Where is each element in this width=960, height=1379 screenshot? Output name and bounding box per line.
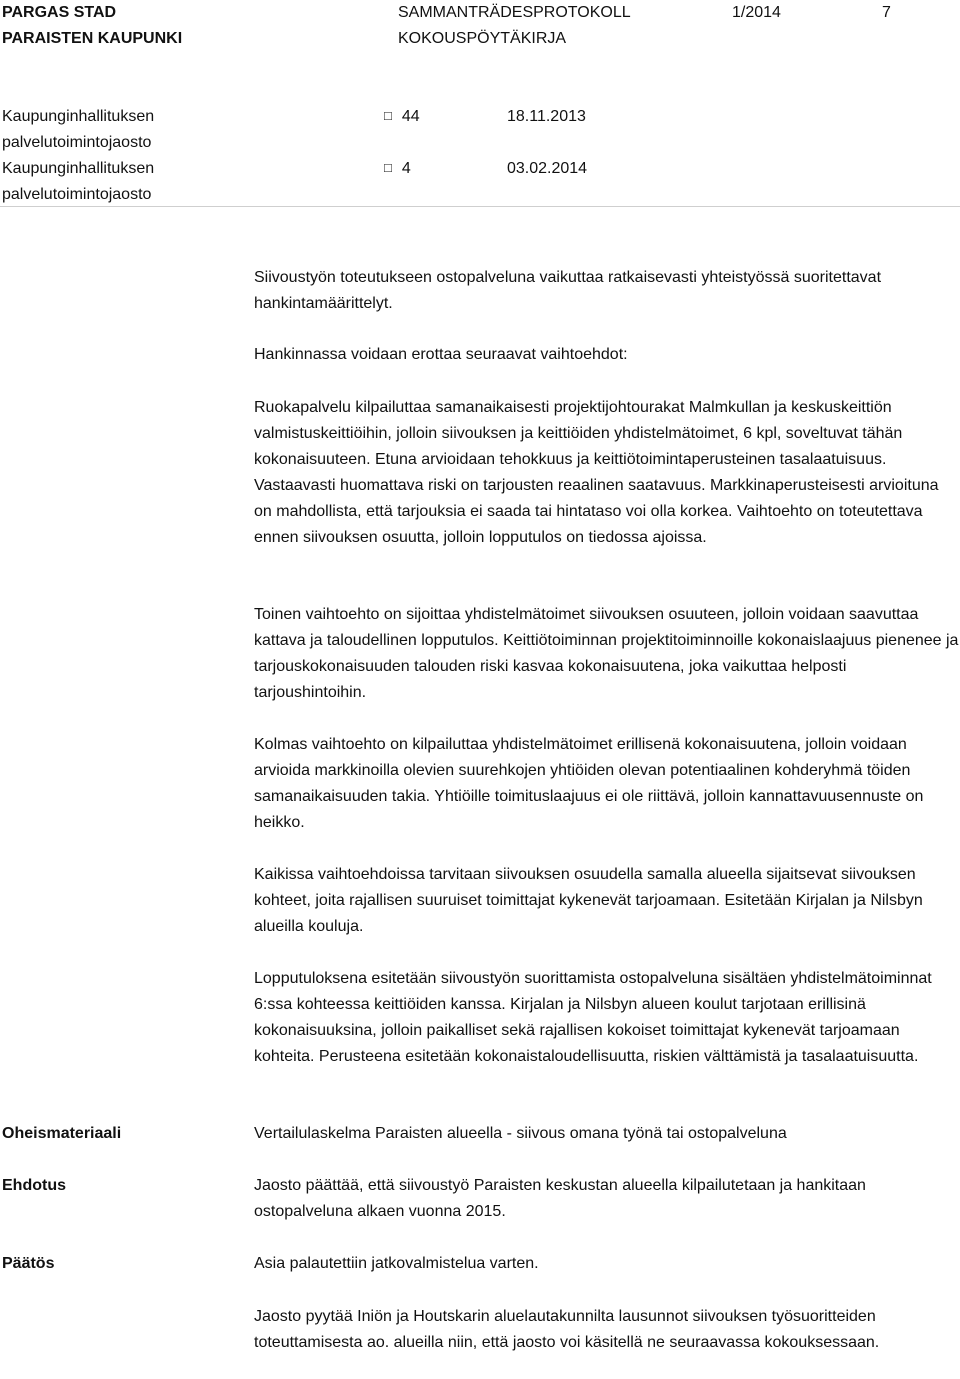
decision-label: Päätös <box>2 1255 55 1272</box>
decision-text-1: Asia palautettiin jatkovalmistelua varten. <box>254 1255 539 1272</box>
doc-type-sv: SAMMANTRÄDESPROTOKOLL <box>398 4 631 21</box>
paragraph-6: Kaikissa vaihtoehdoissa tarvitaan siivouksen osuudella samalla alueella sijaitsevat siivouksen kohteet, joita rajallisen suuruiset toimittajat kykenevät tarjoamaan. Esitetään Kirjalan ja Nilsbyn alueilla kouluja. <box>254 866 923 935</box>
paragraph-4: Toinen vaihtoehto on sijoittaa yhdistelmätoimet siivouksen osuuteen, jolloin voidaan saavuttaa kattava ja taloudellinen lopputulos. Keittiötoiminnan projektitoiminnoille kokonaislaajuus pienenee ja tarjouskokonaisuuden talouden riski kasvaa kokonaisuutena, joka vaikuttaa helposti tarjoushintoihin. <box>254 606 959 701</box>
meeting-body-line1: Kaupunginhallituksen <box>2 160 155 177</box>
meeting-section-2 <box>384 156 411 182</box>
header-doc-type <box>398 0 631 52</box>
paragraph-2: Hankinnassa voidaan erottaa seuraavat vaihtoehdot: <box>254 346 628 363</box>
meeting-body-line2: palvelutoimintojaosto <box>2 134 152 151</box>
org-name-fi: PARGAS STAD <box>2 4 117 21</box>
decision-text-2: Jaosto pyytää Iniön ja Houtskarin aluelautakunnilta lausunnot siivouksen työsuoritteiden toteuttamisesta ao. alueilla niin, että jaosto voi käsitellä ne seuraavassa kokouksessaan. <box>254 1308 880 1351</box>
issue-number: 1/2014 <box>732 4 781 21</box>
meeting-section-1 <box>384 104 420 130</box>
proposal-label: Ehdotus <box>2 1177 66 1194</box>
attachments-text: Vertailulaskelma Paraisten alueella - siivous omana työnä tai ostopalveluna <box>254 1125 787 1142</box>
meeting-body-line2: palvelutoimintojaosto <box>2 186 152 203</box>
section-number: 44 <box>401 108 420 125</box>
meeting-date-2: 03.02.2014 <box>507 160 588 177</box>
page-number: 7 <box>882 4 891 21</box>
attachments-label: Oheismateriaali <box>2 1125 122 1142</box>
header-divider <box>0 206 960 207</box>
proposal-text: Jaosto päättää, että siivoustyö Paraisten keskustan alueella kilpailutetaan ja hankitaan ostopalveluna alkaen vuonna 2015. <box>254 1177 866 1220</box>
meeting-date-1: 18.11.2013 <box>507 108 586 125</box>
meeting-row-1 <box>2 104 154 156</box>
paragraph-3: Ruokapalvelu kilpailuttaa samanaikaisesti projektijohtourakat Malmkullan ja keskuskeittiön valmistuskeittiöihin, jolloin siivouksen ja keittiöiden yhdistelmätoimet, 6 kpl, soveltuvat tähän kokonaisuuteen. Etuna arvioidaan tehokkuus ja keittiötoimintaperusteinen tasalaatuisuus. Vastaavasti huomattava riski on tarjousten reaalinen saatavuus. Markkinaperusteisesti arvioituna on mahdollista, että tarjouksia ei saada tai hintataso voi olla korkea. Vaihtoehto on toteutettava ennen siivouksen osuutta, jolloin lopputulos on tiedossa ajoissa. <box>254 399 939 546</box>
paragraph-5: Kolmas vaihtoehto on kilpailuttaa yhdistelmätoimet erillisenä kokonaisuutena, jolloin voidaan arvioida markkinoilla olevien suurehkojen yhtiöiden olevan potentiaalinen kohderyhmä töiden samanaikaisuuden takia. Yhtiöille toimituslaajuus ei ole riittävä, jolloin kannattavuusennuste on heikko. <box>254 736 924 831</box>
header-organization <box>2 0 182 52</box>
checkbox-square-icon: □ <box>384 108 392 123</box>
section-number: 4 <box>401 160 411 177</box>
org-name-sv: PARAISTEN KAUPUNKI <box>2 30 183 47</box>
paragraph-1: Siivoustyön toteutukseen ostopalveluna vaikuttaa ratkaisevasti yhteistyössä suoritettavat hankintamäärittelyt. <box>254 269 882 312</box>
doc-type-fi: KOKOUSPÖYTÄKIRJA <box>398 30 567 47</box>
paragraph-7: Lopputuloksena esitetään siivoustyön suorittamista ostopalveluna sisältäen yhdistelmätoiminnat 6:ssa kohteessa keittiöiden kanssa. Kirjalan ja Nilsbyn alueen koulut tarjotaan erillisinä kokonaisuuksina, jolloin paikalliset sekä rajallisen kokoiset toimittajat kykenevät tarjoamaan kohteita. Perusteena esitetään kokonaistaloudellisuutta, riskien välttämistä ja tasalaatuisuutta. <box>254 970 932 1065</box>
meeting-row-2 <box>2 156 154 208</box>
checkbox-square-icon: □ <box>384 160 392 175</box>
meeting-body-line1: Kaupunginhallituksen <box>2 108 155 125</box>
